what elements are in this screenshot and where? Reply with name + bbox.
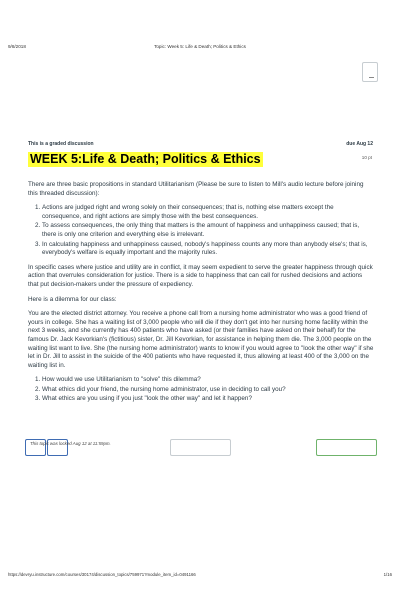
action-button-3[interactable] — [170, 439, 231, 456]
question-item: 1. How would we use Utilitarianism to "solve" this dilemma? — [42, 376, 374, 385]
questions-list — [28, 376, 374, 404]
discussion-body — [28, 181, 374, 405]
discussion-title: WEEK 5:Life & Death; Politics & Ethics — [30, 152, 261, 166]
print-topic-title: Topic: Week 5: Life & Death; Politics & Ethics — [154, 44, 246, 49]
propositions-list — [28, 204, 374, 258]
dilemma-intro: Here is a dilemma for our class: — [28, 295, 117, 303]
due-date: due Aug 12 — [346, 141, 373, 147]
question-item: 2. What ethics did your friend, the nursing home administrator, use in deciding to call you? — [42, 386, 374, 395]
options-button[interactable] — [362, 62, 378, 82]
page-url: https://devryu.instructure.com/courses/30174/discussion_topics/759971?module_item_id=0491166 — [8, 572, 196, 577]
graded-discussion-row — [28, 141, 373, 147]
graded-label: This is a graded discussion — [28, 141, 94, 147]
dilemma-paragraph: You are the elected district attorney. You receive a phone call from a nursing home administrator who was a good friend of yours in college. She has a waiting list of 3,000 people who will die if they don't get into her nursing home facility within the next 3 weeks, and she currently has 400 patients who have asked (or their families have asked on their behalf) for the famous Dr. Jack Kevorkian's (fictitious) sister, Dr. Jill Kevorkian, for assistance in helping them die. The 3,000 people on the waiting list want to live. She (the nursing home administrator) wants to know if you would agree to "look the other way" if she let in Dr. Jill to assist in the suicide of the 400 patients who have requested it, thus allowing at least 400 of the 3,000 on the waiting list in. — [28, 310, 374, 369]
question-item: 3. What ethics are you using if you just "look the other way" and let it happen? — [42, 395, 374, 404]
options-icon — [369, 77, 374, 78]
action-button-4[interactable] — [316, 439, 377, 456]
proposition-item: 2. To assess consequences, the only thing that matters is the amount of happiness and unhappiness caused; that is, there is only one criterion and everything else is irrelevant. — [42, 222, 374, 239]
print-date: 9/8/2018 — [8, 44, 26, 49]
page-number: 1/16 — [383, 572, 392, 577]
intro-paragraph: There are three basic propositions in standard Utilitarianism (Please be sure to listen to Mill's audio lecture before joining this threaded discussion): — [28, 181, 364, 197]
proposition-item: 3. In calculating happiness and unhappiness caused, nobody's happiness counts any more than anybody else's; that is, everybody's welfare is equally important and the majority rules. — [42, 241, 374, 258]
proposition-item: 1. Actions are judged right and wrong solely on their consequences; that is, nothing else matters except the consequence, and right actions are simply those with the best consequences. — [42, 204, 374, 221]
points-possible: 10 pt — [361, 155, 372, 160]
locked-notice: This topic was locked Aug 12 at 11:59pm. — [30, 441, 111, 446]
conflict-paragraph: In specific cases where justice and utility are in conflict, it may seem expedient to serve the greater happiness through quick action that overrules consideration for justice. There is a side to happiness that can call for rushed decisions and actions that put decision-makers under the pressure of expediency. — [28, 263, 373, 288]
